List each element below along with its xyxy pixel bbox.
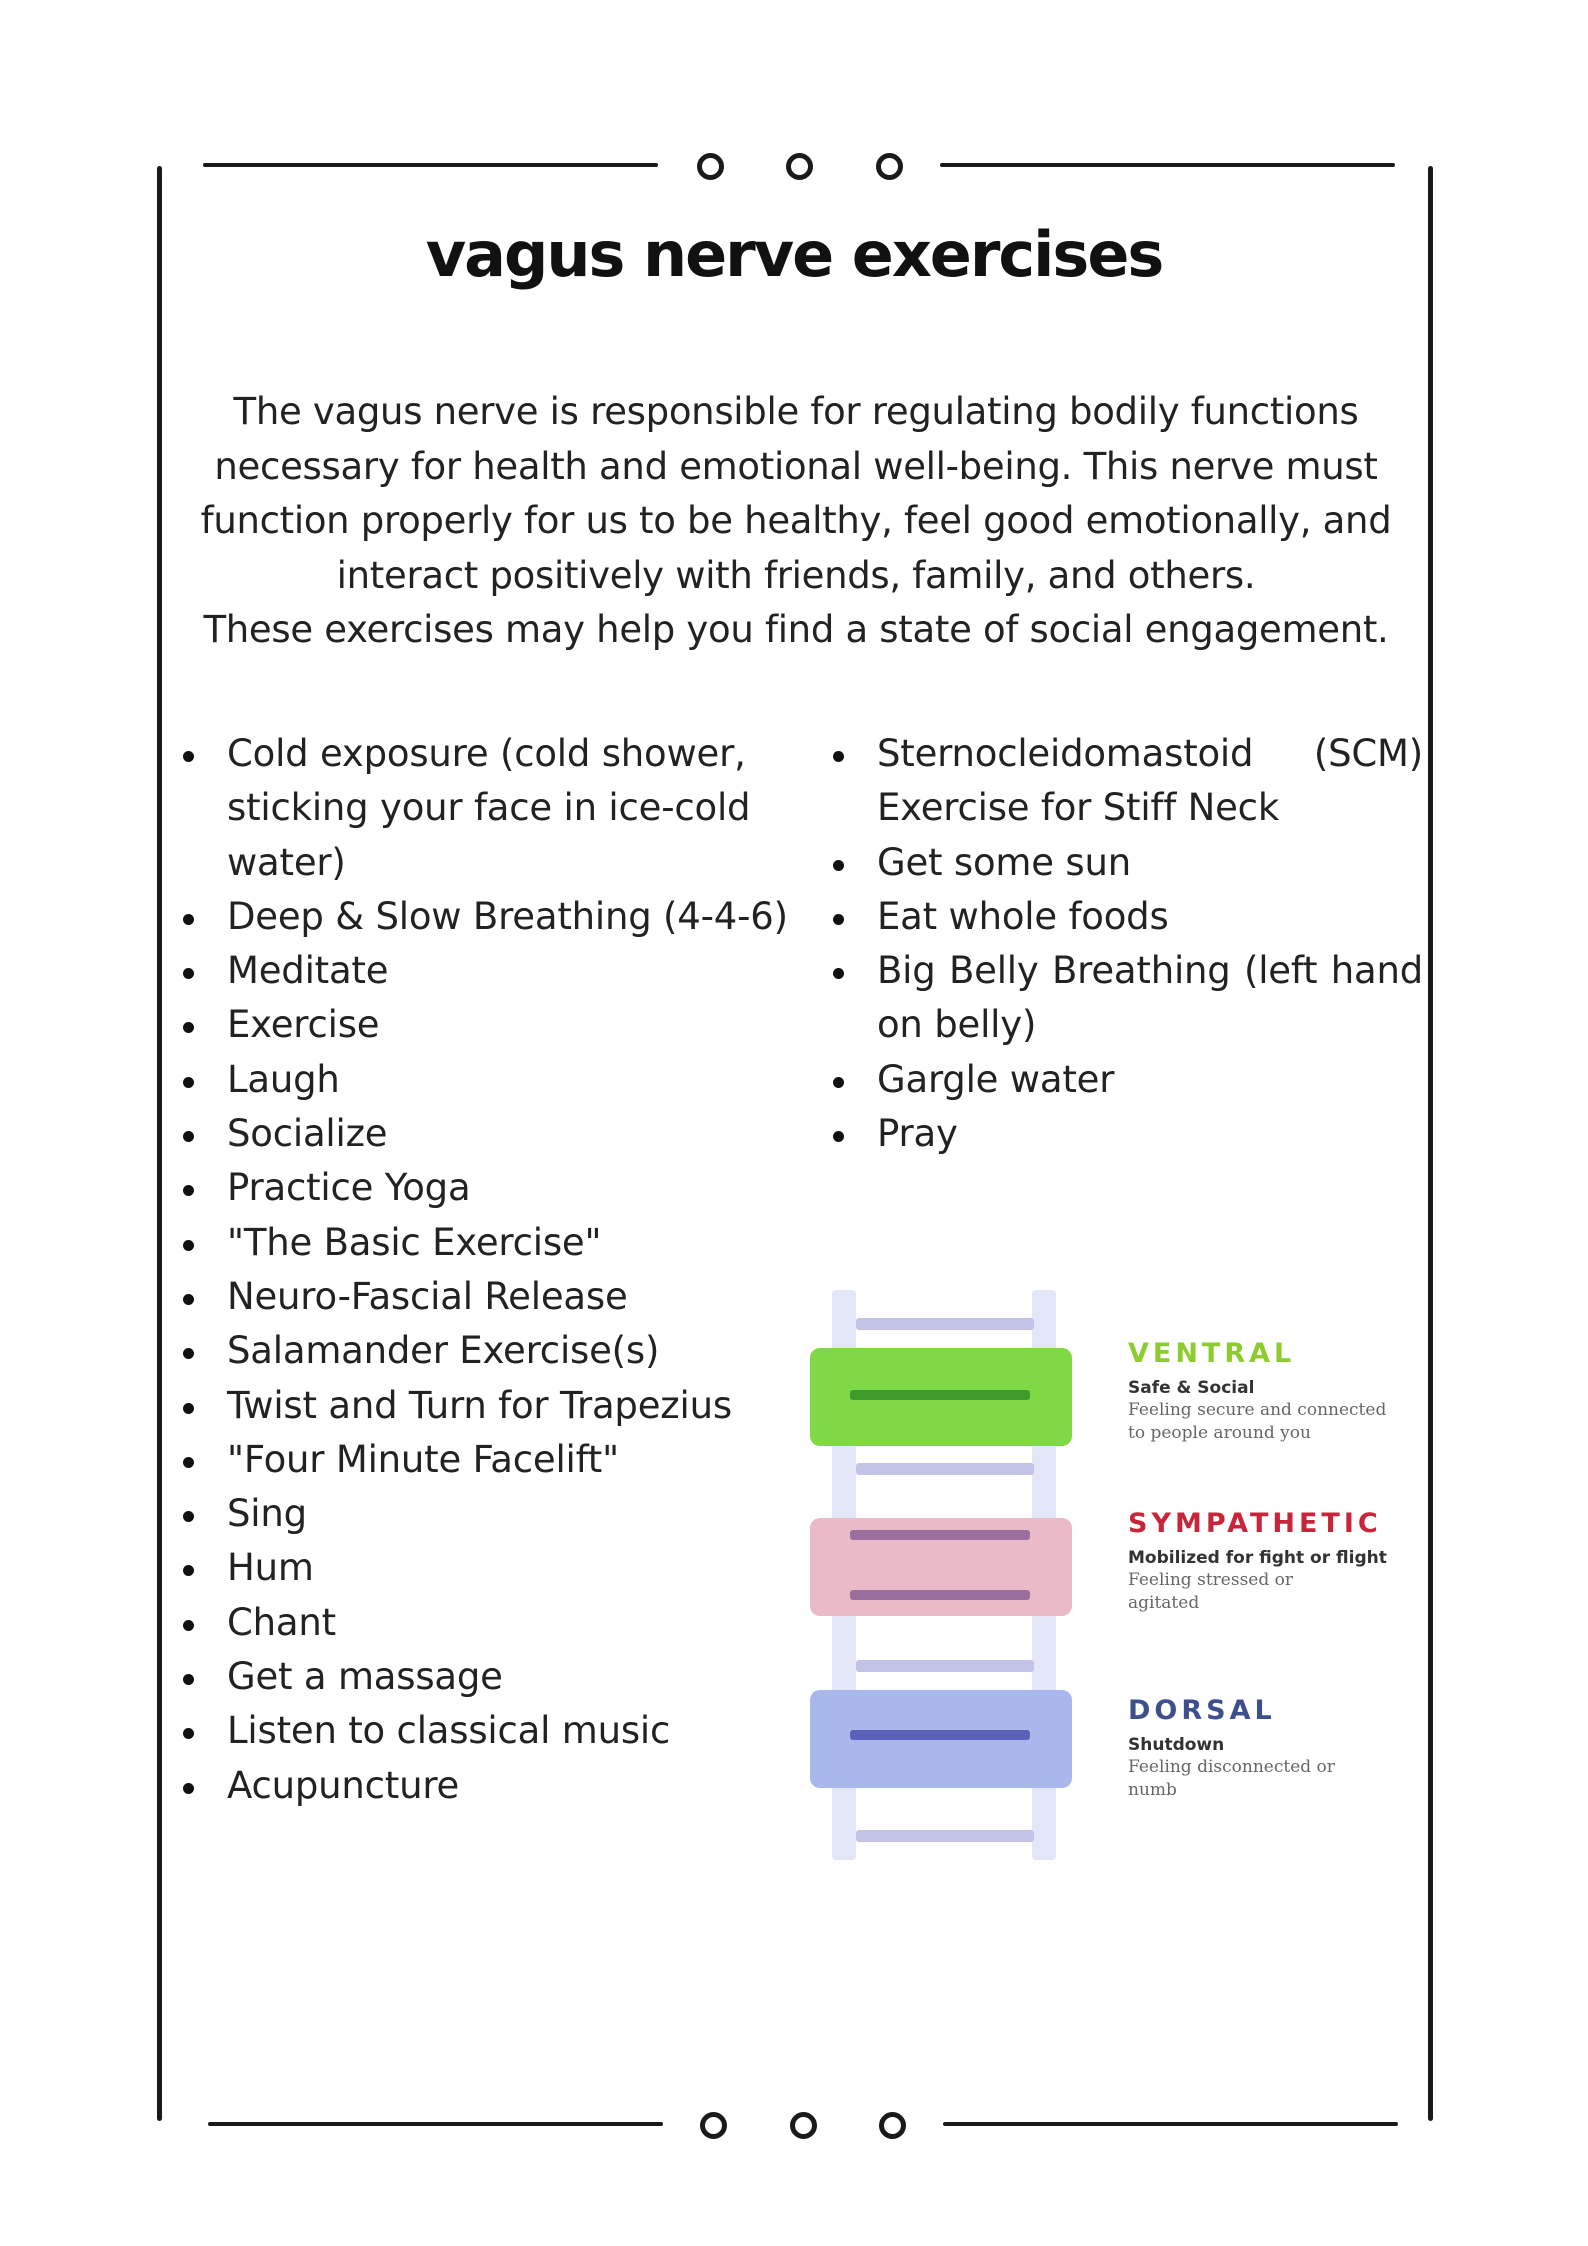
list-item: Big Belly Breathing (left hand on belly) <box>833 944 1423 1053</box>
band-stripe <box>850 1590 1030 1600</box>
list-item: Socialize <box>183 1107 803 1161</box>
state-description: Feeling stressed or agitated <box>1128 1570 1293 1613</box>
ventral-state-label <box>1128 1338 1388 1445</box>
state-subtitle: Mobilized for fight or flight <box>1128 1548 1387 1568</box>
state-name: DORSAL <box>1128 1695 1276 1726</box>
dorsal-band <box>810 1690 1072 1788</box>
bottom-ring-icon <box>790 2112 817 2139</box>
top-ring-icon <box>697 153 724 180</box>
list-item: Pray <box>833 1107 1423 1161</box>
list-item: Twist and Turn for Trapezius <box>183 1379 803 1433</box>
list-item: Exercise <box>183 998 803 1052</box>
intro-line: function properly for us to be healthy, feel good emotionally, and <box>200 499 1392 542</box>
intro-line: interact positively with friends, family, and others. <box>336 553 1256 597</box>
exercise-list-right <box>833 727 1423 1161</box>
list-item: Get some sun <box>833 836 1423 890</box>
list-item: Get a massage <box>183 1650 803 1704</box>
bottom-divider-right <box>943 2122 1398 2126</box>
list-item: Salamander Exercise(s) <box>183 1324 803 1378</box>
intro-line: The vagus nerve is responsible for regulating bodily functions <box>233 390 1359 433</box>
list-item: Chant <box>183 1596 803 1650</box>
list-item: Sternocleidomastoid (SCM) Exercise for Stiff Neck <box>833 727 1423 836</box>
ladder-rung <box>856 1830 1034 1842</box>
page-title: vagus nerve exercises <box>425 218 1163 291</box>
list-item: Listen to classical music <box>183 1704 803 1758</box>
state-name: VENTRAL <box>1128 1338 1296 1369</box>
ladder-rung <box>856 1463 1034 1475</box>
state-description: Feeling disconnected or numb <box>1128 1757 1335 1800</box>
exercise-list-left <box>183 727 803 1813</box>
state-subtitle: Shutdown <box>1128 1735 1225 1755</box>
sympathetic-state-label <box>1128 1508 1388 1615</box>
sympathetic-band <box>810 1518 1072 1616</box>
list-item: Neuro-Fascial Release <box>183 1270 803 1324</box>
list-item: Cold exposure (cold shower, sticking your face in ice-cold water) <box>183 727 803 890</box>
bottom-ring-icon <box>700 2112 727 2139</box>
list-item: Laugh <box>183 1053 803 1107</box>
state-name: SYMPATHETIC <box>1128 1508 1382 1539</box>
top-divider-right <box>940 163 1395 167</box>
list-item: Practice Yoga <box>183 1161 803 1215</box>
top-ring-icon <box>876 153 903 180</box>
list-item: Gargle water <box>833 1053 1423 1107</box>
intro-line: necessary for health and emotional well-being. This nerve must <box>214 444 1378 488</box>
list-item: Hum <box>183 1541 803 1595</box>
dorsal-state-label <box>1128 1695 1388 1802</box>
list-item: "Four Minute Facelift" <box>183 1433 803 1487</box>
list-item: Deep & Slow Breathing (4-4-6) <box>183 890 803 944</box>
state-description: Feeling secure and connected to people around you <box>1128 1400 1387 1443</box>
top-ring-icon <box>786 153 813 180</box>
ladder-rung <box>856 1318 1034 1330</box>
list-item: "The Basic Exercise" <box>183 1216 803 1270</box>
state-subtitle: Safe & Social <box>1128 1378 1255 1398</box>
ventral-band <box>810 1348 1072 1446</box>
band-stripe <box>850 1530 1030 1540</box>
band-stripe <box>850 1390 1030 1400</box>
band-stripe <box>850 1730 1030 1740</box>
intro-line: These exercises may help you find a state of social engagement. <box>203 608 1389 651</box>
list-item: Acupuncture <box>183 1759 803 1813</box>
list-item: Meditate <box>183 944 803 998</box>
bottom-ring-icon <box>879 2112 906 2139</box>
bottom-divider-left <box>208 2122 663 2126</box>
ladder-rung <box>856 1660 1034 1672</box>
intro-paragraph <box>160 385 1432 658</box>
top-divider-left <box>203 163 658 167</box>
list-item: Sing <box>183 1487 803 1541</box>
list-item: Eat whole foods <box>833 890 1423 944</box>
